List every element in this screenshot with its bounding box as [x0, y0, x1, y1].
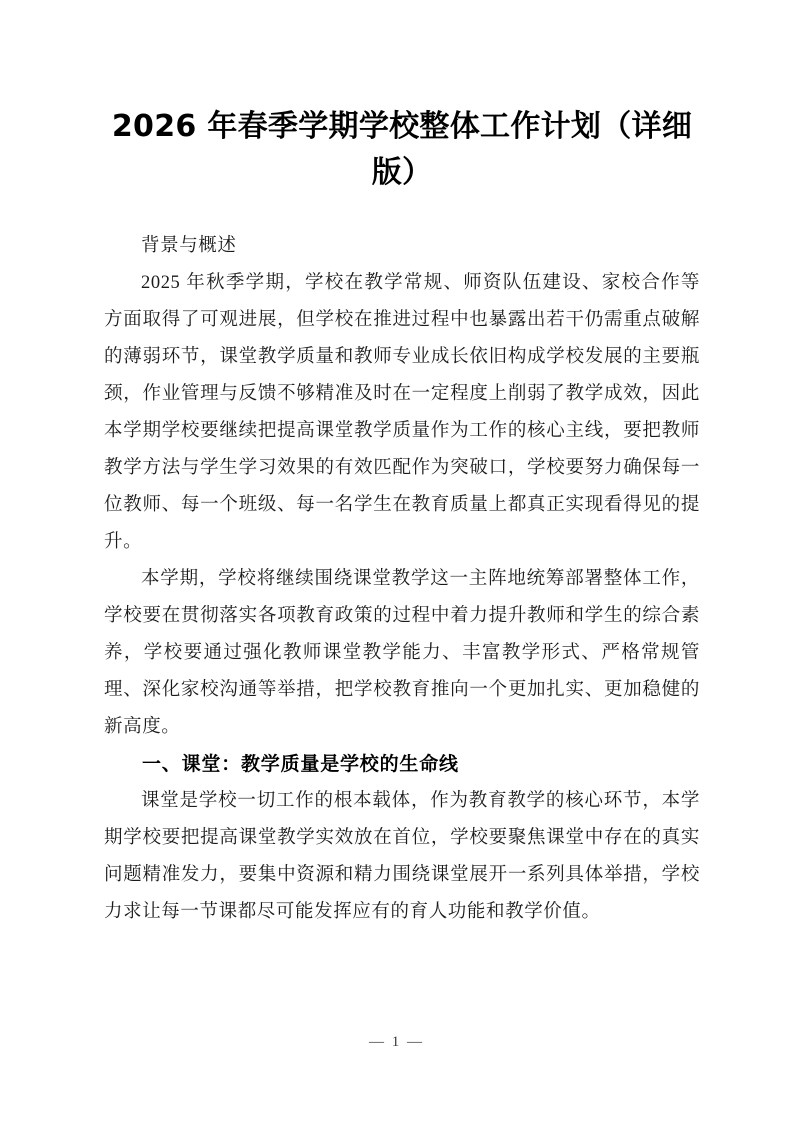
section-label-background-overview: 背景与概述	[141, 236, 237, 256]
page-title: 2026 年春季学期学校整体工作计划（详细版）	[111, 109, 693, 190]
paragraph-classroom-1: 课堂是学校一切工作的根本载体，作为教育教学的核心环节，本学期学校要把提高课堂教学实效放在首位，学校要聚焦课堂中存在的真实问题精准发力，要集中资源和精力围绕课堂展开一系列具体举措，学校力求让每一节课都尽可能发挥应有的育人功能和教学价值。	[104, 791, 700, 922]
document-body	[104, 228, 700, 931]
paragraph-intro-2: 本学期，学校将继续围绕课堂教学这一主阵地统筹部署整体工作，学校要在贯彻落实各项教育政策的过程中着力提升教师和学生的综合素养，学校要通过强化教师课堂教学能力、丰富教学形式、严格常规管理、深化家校沟通等举措，把学校教育推向一个更加扎实、更加稳健的新高度。	[104, 569, 700, 737]
page-number-footer: — 1 —	[369, 1034, 424, 1050]
section-heading-classroom: 一、课堂：教学质量是学校的生命线	[142, 753, 459, 775]
paragraph-intro-1: 2025 年秋季学期，学校在教学常规、师资队伍建设、家校合作等方面取得了可观进展，但学校在推进过程中也暴露出若干仍需重点破解的薄弱环节，课堂教学质量和教师专业成长依旧构成学校发展的主要瓶颈，作业管理与反馈不够精准及时在一定程度上削弱了教学成效，因此本学期学校要继续把提高课堂教学质量作为工作的核心主线，要把教师教学方法与学生学习效果的有效匹配作为突破口，学校要努力确保每一位教师、每一个班级、每一名学生在教育质量上都真正实现看得见的提升。	[104, 273, 700, 552]
